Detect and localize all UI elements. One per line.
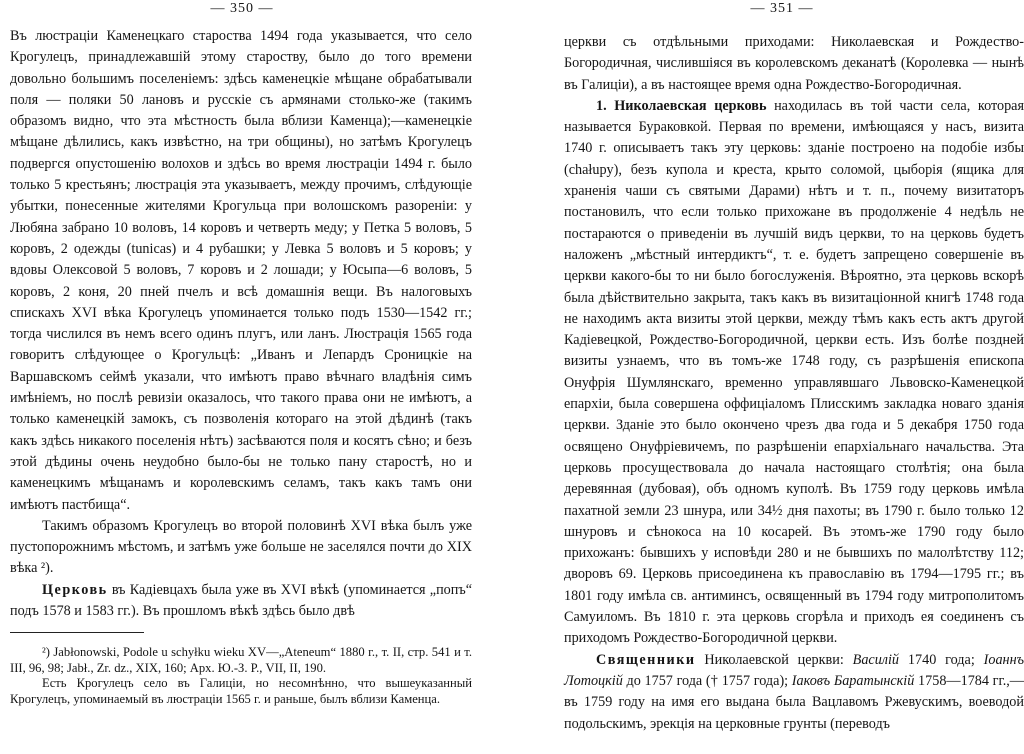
footnote-divider [10,632,144,633]
paragraph-lead: Священники [596,651,696,668]
paragraph [564,650,1024,735]
paragraph-text: въ Кадіевцахъ была уже въ XVI вѣкѣ (упоминается „попъ“ подъ 1578 и 1583 гг.). Въ прошломъ вѣкѣ здѣсь было двѣ [10,581,472,620]
paragraph-lead: 1. Николаевская церковь [596,97,767,114]
paragraph: Въ люстраціи Каменецкаго староства 1494 года указывается, что село Крогулецъ, принадлежавшій этому староству, было до того времени довольно большимъ поселеніемъ: здѣсь каменецкіе мѣщане обрабатывали поля — поляки 50 лановъ и русскіе съ армянами столько-же (такимъ образомъ видно, что эта мѣстность была вблизи Каменца);—каменецкіе мѣщане дѣлились, какъ извѣстно, на три общины), но затѣмъ Крогулецъ подвергся опустошенію волохов и здѣсь во время люстраціи 1494 г. было только 5 крестьянъ; люстрація эта указываетъ, между прочимъ, слѣдующіе убытки, понесенные жителями Крогульца при волошскомъ разореніи: у Любяна забрано 10 воловъ, 14 коровъ и четверть меду; у Петка 5 воловъ, 5 коровъ, 2 одежды (tunicas) и 4 рубашки; у Левка 5 воловъ и 5 коровъ; у вдовы Олексовой 5 воловъ, 7 коровъ и 2 лошади; у Юсыпа—6 воловъ, 5 коровъ, 2 коня, 20 пней пчелъ и всѣ домашнія вещи. Въ налоговыхъ спискахъ XVI вѣка Крогулецъ упоминается только подъ 1530—1542 гг.; тогда числился въ немъ всего одинъ плугъ, или ланъ. Люстрація 1565 года говоритъ слѣдующее о Крогульцѣ: „Иванъ и Лепардъ Сроницкіе на Варшавскомъ сеймѣ указали, что имѣютъ право вѣчнаго владѣнія симъ имѣніемъ, но послѣ ревизіи оказалось, что такого права они не имѣютъ, а только каменецкій замокъ, съ позволенія котораго на этой дѣдинѣ (такъ какъ здѣсь никакого поселенія нѣтъ) засѣваются поля и косятъ сѣно; и безъ этой дѣдины очень неудобно было-бы не только пану старостѣ, но и каменецкимъ мѣщанамъ и королевскимъ селамъ, такъ какъ тамъ они имѣютъ пастбища“. [10,28,472,513]
paragraph-text: до 1757 года († 1757 года); [622,672,792,689]
paragraph [564,96,1024,650]
priest-name: Іоаннъ Лотоцкій [564,651,1024,689]
footnote: Есть Крогулецъ село въ Галиціи, но несомнѣнно, что вышеуказанный Крогулецъ, упоминаемый въ люстраціи 1565 г. и раньше, былъ вблизи Каменца. [10,676,472,706]
footnote: ²) Jabłonowski, Podole u schyłku wieku XV—„Ateneum“ 1880 г., т. II, стр. 541 и т. III, 96, 98; Jabł., Zr. dz., XIX, 160; Арх. Ю.-З. Р., VII, II, 190. [10,645,472,675]
paragraph-text: Николаевской церкви: [695,651,853,668]
page-body [564,32,1024,735]
paragraph-text: 1758—1784 гг.,—въ 1759 году на имя его выдана была Вацлавомъ Ржевускимъ, воеводой подольскимъ, эрекція на церковные грунты (переводъ [564,672,1024,732]
priest-name: Іаковъ Баратынскій [791,672,915,689]
paragraph [10,580,472,623]
paragraph-text: 1740 года; [899,651,984,668]
page-number: — 350 — [210,1,274,16]
paragraph-text: находилась въ той части села, которая называется Бураковкой. Первая по времени, имѣющаяся у насъ, визита 1740 г. описываетъ такъ эту церковь: зданіе построено на подобіе избы (chałupy), безъ купола и креста, крыто соломой, цыборія (ящика для храненія чаши съ святыми Дарами) нѣтъ и т. п., почему визитаторъ постановилъ, что если только прихожане въ продолженіе 4 недѣль не постараются о приведеніи въ лучшій видъ церкви, то на церковь будетъ наложенъ „мѣстный интердиктъ“, т. е. будетъ запрещено совершеніе въ церкви какого-бы то ни было богослуженія. Вѣроятно, эта церковь вскорѣ была дѣйствительно закрыта, такъ какъ въ визитаціонной книгѣ 1748 года не находимъ акта визиты этой церкви, между тѣмъ какъ есть актъ другой Кадіевецкой, Рождество-Богородичной, церкви есть. Изъ болѣе поздней визиты узнаемъ, что въ томъ-же 1748 году, съ разрѣшенія епископа Онуфрія Шумлянскаго, временно управлявшаго Львовско-Каменецкой епархіи, была совершена оффиціаломъ Плисскимъ закладка новаго зданія церкви. Зданіе это было окончено чрезъ два года и 5 декабря 1750 года освящено Онуфріевичемъ, по разрѣшеніи епархіальнаго начальства. Эта церковь просуществовала до начала настоящаго столѣтія; она была деревянная (дубовая), объ одномъ куполѣ. Въ 1759 году церковь имѣла пахатной земли 23 шнура, или 34½ дня пахоты; въ 1790 г. было только 12 шнуровъ и сѣнокоса на 10 косарей. Въ этомъ-же 1790 году было прихожанъ: бывшихъ у исповѣди 280 и не бывшихъ по малолѣтству 112; дворовъ 69. Церковь присоединена къ православію въ 1794—1795 гг.; въ 1801 году имѣла св. антиминсъ, освященный въ 1794 году митрополитомъ Самуиломъ. Въ 1810 г. эта церковь сгорѣла и приходъ ея соединенъ съ приходомъ Рождество-Богородичной церкви. [564,97,1024,647]
footnotes [10,645,472,707]
page-number: — 351 — [750,1,814,16]
paragraph: Такимъ образомъ Крогулецъ во второй половинѣ XVI вѣка былъ уже пустопорожнимъ мѣстомъ, и затѣмъ уже больше не заселялся почти до XIX вѣка ²). [10,517,472,577]
page-body [10,26,472,622]
priest-name: Василій [852,651,900,668]
paragraph: церкви съ отдѣльными приходами: Николаевская и Рождество-Богородичная, числившіяся въ королевскомъ деканатѣ (Королевка — нынѣ въ Галиціи), а въ настоящее время одна Рождество-Богородичная. [564,34,1024,93]
paragraph-lead: Церковь [42,581,108,598]
